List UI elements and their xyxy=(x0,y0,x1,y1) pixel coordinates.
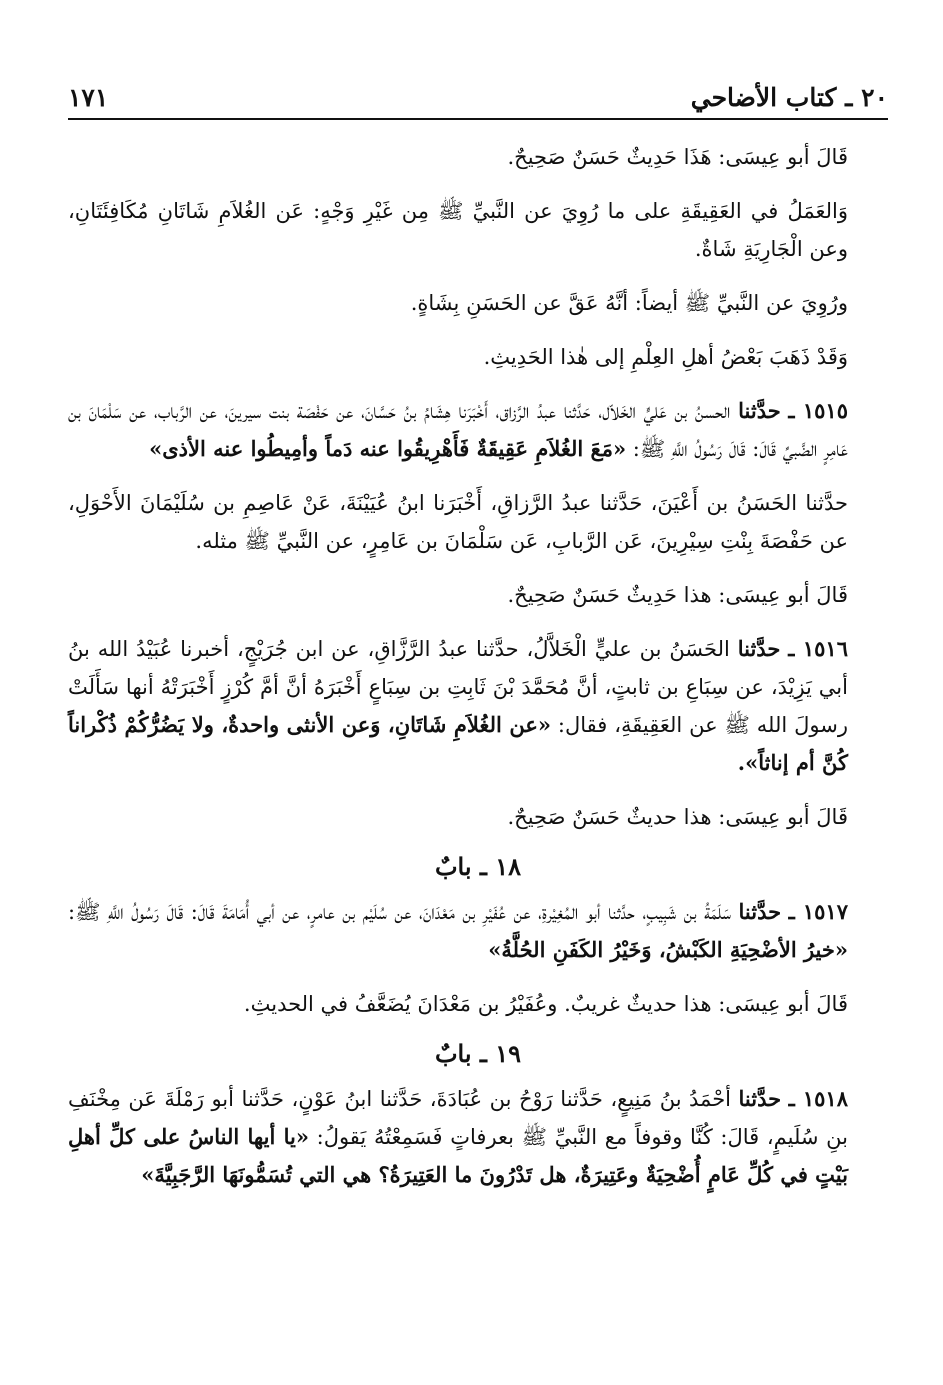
paragraph-4: وَقَدْ ذَهَبَ بَعْضُ أهلِ العِلْمِ إلى هٰذا الحَدِيثِ. xyxy=(483,345,848,369)
hadith-text: أحْمَدُ بنُ مَنِيعٍ، حَدَّثنا رَوْحُ بن عُبَادَةَ، حَدَّثنا ابنُ عَوْنٍ، حَدَّثنا أبو رَمْلَةَ عَن مِخْنَفِ بنِ سُلَيمٍ، قَالَ: كُنَّا وقوفاً مع النَّبيِّ ﷺ بعرفاتٍ فَسَمِعْتُهُ يَقولُ: xyxy=(68,1087,848,1149)
hadith-1516 xyxy=(68,630,888,782)
paragraph-5: حدَّثنا الحَسَنُ بن أَعْيَنَ، حَدَّثنا عبدُ الرَّزاقِ، أَخْبَرَنا ابنُ عُيَيْنَةَ، عَنْ عَاصِمِ بن سُلَيْمَانَ الأَحْوَلِ، عن حَفْصَةَ بِنْتِ سِيْرِينَ، عَن الرَّبابِ، عَن سَلْمَانَ بن عَامِرٍ، عن النَّبيِّ ﷺ مثله. xyxy=(68,491,848,553)
hadith-quote: «يا أيها الناسُ على كلِّ أهلِ بَيْتٍ في كُلِّ عَامٍ أُضْحِيَةٌ وعَتِيرَةٌ، هل تَدْرُونَ ما العَتِيرَةُ؟ هي التي تُسَمُّونَهَا الرَّجَبِيَّةَ» xyxy=(68,1124,848,1187)
paragraph-7: قَالَ أبو عِيسَى: هذا حديثٌ حَسَنٌ صَحِيحٌ. xyxy=(507,805,848,829)
hadith-number: ١٥١٦ ـ xyxy=(788,636,848,661)
paragraph-2: وَالعَمَلُ في العَقِيقَةِ على ما رُوِيَ عن النَّبيِّ ﷺ مِن غَيْرِ وَجْهٍ: عَن الغُلاَمِ شَاتَانِ مُكَافِئَتَانِ، وعن الْجَارِيَةِ شَاةٌ. xyxy=(68,199,848,261)
hadith-1517 xyxy=(68,893,888,969)
hadith-1518 xyxy=(68,1080,888,1194)
section-heading-19: ١٩ ـ بابٌ xyxy=(434,1039,522,1068)
page-header xyxy=(68,60,888,112)
header-rule xyxy=(68,118,888,120)
hadith-lead: حدَّثنا xyxy=(738,899,782,924)
chapter-title: ٢٠ ـ كتاب الأضاحي xyxy=(690,83,888,112)
hadith-quote: «عن الغُلاَمِ شَاتَانِ، وَعن الأنثى واحدةٌ، ولا يَضُرُّكُمْ ذُكْراناً كُنَّ أم إناثاً». xyxy=(68,712,848,775)
section-heading-18: ١٨ ـ بابٌ xyxy=(434,852,522,881)
hadith-lead: حدَّثنا xyxy=(738,398,781,423)
hadith-1515 xyxy=(68,392,888,468)
paragraph-6: قَالَ أبو عِيسَى: هذا حَدِيثٌ حَسَنٌ صَحِيحٌ. xyxy=(507,583,848,607)
hadith-number: ١٥١٨ ـ xyxy=(788,1086,848,1111)
page xyxy=(68,60,888,1210)
hadith-quote: «خيرُ الأضْحِيَةِ الكَبْشُ، وَخَيْرُ الكَفَنِ الحُلَّةُ» xyxy=(488,937,848,962)
paragraph-1: قَالَ أبو عِيسَى: هَذَا حَدِيثٌ حَسَنٌ صَحِيحٌ. xyxy=(507,145,848,169)
hadith-number: ١٥١٧ ـ xyxy=(788,899,848,924)
hadith-number: ١٥١٥ ـ xyxy=(788,398,848,423)
hadith-text: سَلَمَةُ بن شَبِيبٍ، حدَّثنا أبو المُغِيْرةِ، عن عُفَيْرِ بن مَعْدَانَ، عن سُلَيْم بن عامرٍ، عن أبي أُمَامَةَ قَالَ: قَالَ رَسُولُ اللَّهِ ﷺ: xyxy=(68,900,731,924)
hadith-text: الحسنُ بن عَليٍّ الخَلاّل، حَدَّثنا عبدُ الرَّزاق، أَخْبَرَنا هِشَامُ بنُ حَسَّانَ، عن حَفْصَة بنت سيرينَ، عن الرَّباب، عن سَلْمَانَ بن عَامِرٍ الضَّبيِّ قَالَ: قَالَ رَسُولُ اللَّهِ ﷺ: xyxy=(68,399,848,461)
hadith-lead: حدَّثنا xyxy=(737,636,781,661)
hadith-text: الحَسَنُ بن عليٍّ الْخَلاَّلُ، حدَّثنا عبدُ الرَّزَّاقِ، عن ابن جُرَيْجٍ، أخبرنا عُبَيْدُ الله بنُ أبي يَزِيْدَ، عن سِبَاعِ بن ثابتٍ، أنَّ مُحَمَّدَ بْنَ ثَابِتِ بن سِبَاعٍ أَخْبَرَهُ أنَّ أمَّ كُرْزٍ أَخْبَرَتْهُ أنها سَأَلَتْ رسولَ الله ﷺ عن العَقِيقَةِ، فقال: xyxy=(68,637,848,737)
page-number: ١٧١ xyxy=(68,83,109,112)
hadith-lead: حدَّثنا xyxy=(738,1086,782,1111)
paragraph-3: ورُوِيَ عن النَّبيِّ ﷺ أيضاً: أنَّهُ عَقَّ عن الحَسَنِ بِشَاةٍ. xyxy=(410,291,848,315)
hadith-quote: «مَعَ الغُلاَمِ عَقِيقَةٌ فَأَهْرِيقُوا عنه دَماً وأمِيطُوا عنه الأذى» xyxy=(149,436,627,461)
paragraph-8: قَالَ أبو عِيسَى: هذا حديثٌ غريبٌ. وعُفَيْرُ بن مَعْدَانَ يُضَعَّفُ في الحديثِ. xyxy=(243,992,848,1016)
